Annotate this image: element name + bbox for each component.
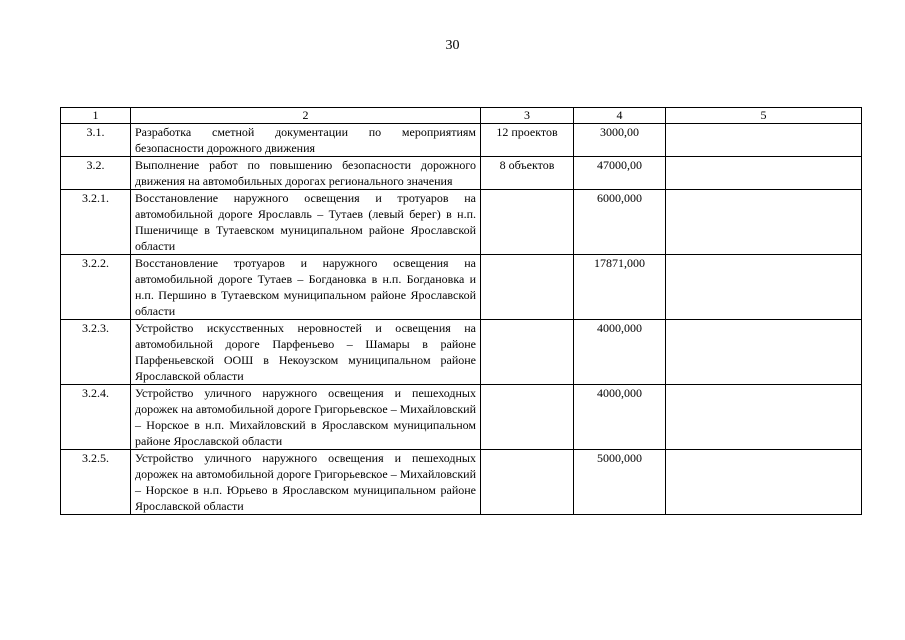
item-note <box>666 157 862 190</box>
item-description: Разработка сметной документации по мероприятиям безопасности дорожного движения <box>131 124 481 157</box>
page-number: 30 <box>445 38 460 53</box>
item-number: 3.2.5. <box>61 450 131 515</box>
column-header: 5 <box>666 108 862 124</box>
item-description: Восстановление наружного освещения и тротуаров на автомобильной дороге Ярославль – Тутаев (левый берег) в н.п. Пшеничище в Тутаевском муниципальном районе Ярославской области <box>131 190 481 255</box>
measures-table <box>60 107 862 515</box>
item-quantity: 8 объектов <box>481 157 574 190</box>
table-row <box>61 124 862 157</box>
item-quantity <box>481 320 574 385</box>
item-quantity: 12 проектов <box>481 124 574 157</box>
item-number: 3.2.2. <box>61 255 131 320</box>
table-row <box>61 385 862 450</box>
item-note <box>666 190 862 255</box>
table-row <box>61 320 862 385</box>
item-number: 3.2. <box>61 157 131 190</box>
item-quantity <box>481 255 574 320</box>
table-row <box>61 255 862 320</box>
item-quantity <box>481 385 574 450</box>
column-header: 1 <box>61 108 131 124</box>
item-amount: 4000,000 <box>574 320 666 385</box>
item-number: 3.2.4. <box>61 385 131 450</box>
item-note <box>666 255 862 320</box>
item-amount: 4000,000 <box>574 385 666 450</box>
table-header-row <box>61 108 862 124</box>
item-amount: 17871,000 <box>574 255 666 320</box>
item-description: Восстановление тротуаров и наружного освещения на автомобильной дороге Тутаев – Богдановка в н.п. Богдановка и н.п. Першино в Тутаевском муниципальном районе Ярославской области <box>131 255 481 320</box>
table-row <box>61 190 862 255</box>
item-note <box>666 320 862 385</box>
column-header: 4 <box>574 108 666 124</box>
item-number: 3.1. <box>61 124 131 157</box>
item-quantity <box>481 190 574 255</box>
column-header: 2 <box>131 108 481 124</box>
item-description: Устройство уличного наружного освещения и пешеходных дорожек на автомобильной дороге Григорьевское – Михайловский – Норское в н.п. Юрьево в Ярославском муниципальном районе Ярославской области <box>131 450 481 515</box>
item-description: Устройство уличного наружного освещения и пешеходных дорожек на автомобильной дороге Григорьевское – Михайловский – Норское в н.п. Михайловский в Ярославском муниципальном районе Ярославской области <box>131 385 481 450</box>
item-quantity <box>481 450 574 515</box>
item-amount: 47000,00 <box>574 157 666 190</box>
item-amount: 3000,00 <box>574 124 666 157</box>
item-note <box>666 124 862 157</box>
item-description: Устройство искусственных неровностей и освещения на автомобильной дороге Парфеньево – Шамары в районе Парфеньевской ООШ в Некоузском муниципальном районе Ярославской области <box>131 320 481 385</box>
item-number: 3.2.3. <box>61 320 131 385</box>
item-amount: 5000,000 <box>574 450 666 515</box>
item-description: Выполнение работ по повышению безопасности дорожного движения на автомобильных дорогах регионального значения <box>131 157 481 190</box>
item-amount: 6000,000 <box>574 190 666 255</box>
item-note <box>666 450 862 515</box>
table-row <box>61 157 862 190</box>
table-row <box>61 450 862 515</box>
column-header: 3 <box>481 108 574 124</box>
item-number: 3.2.1. <box>61 190 131 255</box>
item-note <box>666 385 862 450</box>
